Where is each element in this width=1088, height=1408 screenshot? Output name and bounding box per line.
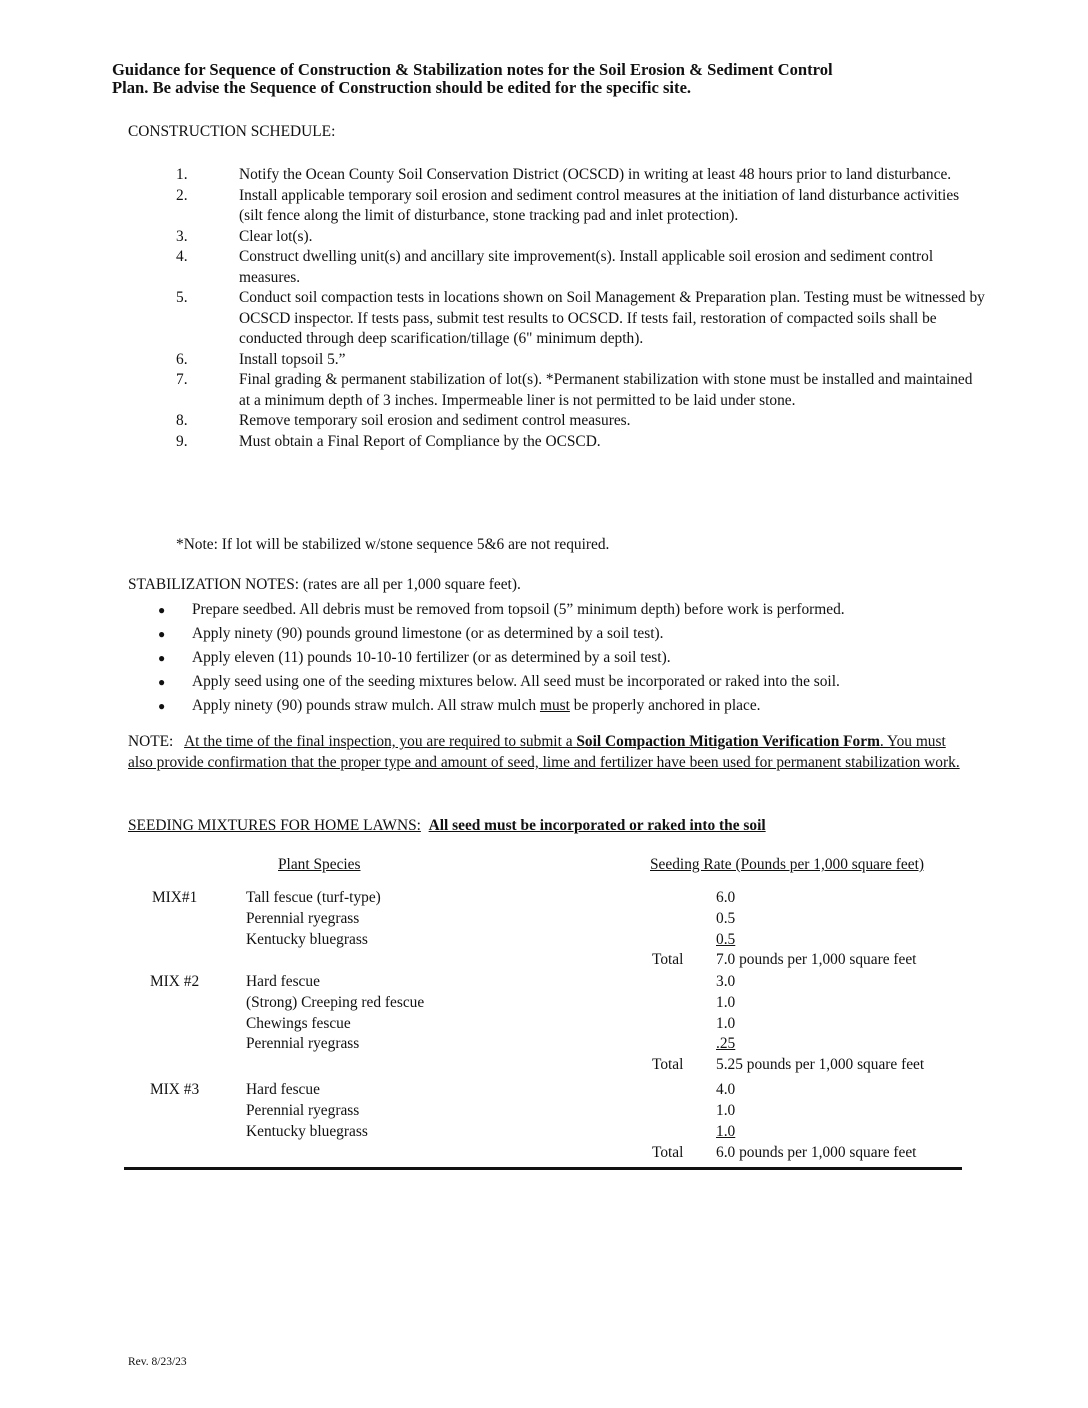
stabilization-notes-title: STABILIZATION NOTES: (rates are all per 1,000 square feet). — [128, 576, 521, 593]
note-form-name: Soil Compaction Mitigation Verification Form — [576, 733, 880, 750]
total-label: Total — [652, 951, 684, 968]
final-inspection-note — [128, 731, 968, 773]
stabilization-bullet — [158, 622, 978, 646]
bullet-icon: ● — [158, 626, 166, 641]
bullet-icon: ● — [158, 650, 166, 665]
seeding-title-text: SEEDING MIXTURES FOR HOME LAWNS: — [128, 817, 421, 834]
item-number: 7. — [176, 371, 188, 388]
mix-name: MIX #3 — [150, 1081, 200, 1098]
species: Kentucky bluegrass — [246, 931, 368, 948]
schedule-item — [176, 227, 986, 248]
item-number: 8. — [176, 412, 188, 429]
construction-schedule-title: CONSTRUCTION SCHEDULE: — [128, 123, 336, 140]
species: Kentucky bluegrass — [246, 1123, 368, 1140]
heading-line-2: Plan. Be advise the Sequence of Construction should be edited for the specific site. — [112, 78, 692, 97]
revision-date: Rev. 8/23/23 — [128, 1356, 187, 1368]
bullet-icon: ● — [158, 698, 166, 713]
plant-species-header: Plant Species — [278, 856, 361, 873]
schedule-item — [176, 370, 986, 411]
table-bottom-rule — [124, 1167, 962, 1170]
item-number: 3. — [176, 227, 188, 245]
item-text: Must obtain a Final Report of Compliance by the OCSCD. — [239, 432, 601, 450]
item-text: Clear lot(s). — [239, 227, 313, 245]
heading-line-1: Guidance for Sequence of Construction & Stabilization notes for the Soil Erosion & Sediment Control — [112, 60, 833, 79]
rate: 0.5 — [716, 910, 736, 927]
rate: 4.0 — [716, 1081, 736, 1098]
mix-total: 7.0 pounds per 1,000 square feet — [716, 951, 917, 968]
schedule-item — [176, 350, 986, 371]
note-text-1: At the time of the final inspection, you are required to submit a — [184, 733, 577, 750]
mix-name: MIX#1 — [152, 889, 198, 906]
item-number: 5. — [176, 289, 188, 306]
item-text: Final grading & permanent stabilization of lot(s). *Permanent stabilization with stone must be installed and maintained at a minimum depth of 3 inches. Impermeable liner is not permitted to be laid under stone. — [239, 371, 973, 409]
bullet-text: Prepare seedbed. All debris must be removed from topsoil (5” minimum depth) before work is performed. — [192, 601, 845, 618]
bullet-emphasis: must — [539, 697, 570, 714]
document-heading — [112, 61, 982, 97]
species: Perennial ryegrass — [246, 1102, 360, 1119]
item-number: 2. — [176, 186, 188, 204]
stone-stabilization-note: *Note: If lot will be stabilized w/stone sequence 5&6 are not required. — [176, 536, 610, 553]
item-text: Install topsoil 5.” — [239, 350, 346, 368]
rate: 1.0 — [716, 1015, 736, 1032]
item-text: Install applicable temporary soil erosion and sediment control measures at the initiation of land disturbance activities (silt fence along the limit of disturbance, stone tracking pad and inlet protection). — [239, 186, 960, 224]
rate: 1.0 — [716, 994, 736, 1011]
schedule-item — [176, 432, 986, 453]
stabilization-bullet — [158, 694, 978, 718]
item-number: 4. — [176, 248, 188, 265]
item-number: 1. — [176, 166, 188, 183]
species: Perennial ryegrass — [246, 1035, 360, 1052]
bullet-text-start: Apply ninety (90) pounds straw mulch. All straw mulch — [192, 697, 540, 714]
bullet-icon: ● — [158, 602, 166, 617]
species: Perennial ryegrass — [246, 910, 360, 927]
stabilization-bullet — [158, 670, 978, 694]
seeding-rate-header: Seeding Rate (Pounds per 1,000 square feet) — [650, 856, 924, 873]
item-number: 9. — [176, 432, 188, 450]
note-text-2: . You must also provide confirmation that the proper type and amount of seed, lime and fertilizer have been used for permanent stabilization work. — [128, 733, 960, 771]
stabilization-bullet — [158, 598, 978, 622]
stabilization-bullet — [158, 646, 978, 670]
mix-total: 6.0 pounds per 1,000 square feet — [716, 1144, 917, 1161]
species: Tall fescue (turf-type) — [246, 889, 381, 906]
schedule-item — [176, 288, 986, 350]
rate: 1.0 — [716, 1123, 736, 1140]
rate: .25 — [716, 1035, 736, 1052]
construction-schedule-list — [176, 165, 986, 452]
species: (Strong) Creeping red fescue — [246, 994, 425, 1011]
bullet-text-end: be properly anchored in place. — [569, 697, 761, 714]
rate: 0.5 — [716, 931, 736, 948]
total-label: Total — [652, 1056, 684, 1073]
seeding-mixtures-title — [128, 816, 766, 835]
schedule-item — [176, 165, 986, 186]
seeding-title-emphasis: All seed must be incorporated or raked into the soil — [428, 817, 766, 834]
bullet-icon: ● — [158, 674, 166, 689]
item-text: Conduct soil compaction tests in locations shown on Soil Management & Preparation plan. Testing must be witnessed by OCSCD inspector. If tests pass, submit test results to OCSCD. If tests fail, restoration of compacted soils shall be conducted through deep scarification/tillage (6" minimum depth). — [239, 289, 985, 347]
schedule-item — [176, 411, 986, 432]
item-text: Remove temporary soil erosion and sediment control measures. — [239, 412, 631, 429]
species: Hard fescue — [246, 1081, 320, 1098]
schedule-item — [176, 186, 986, 227]
rate: 1.0 — [716, 1102, 736, 1119]
rate: 3.0 — [716, 973, 736, 990]
stabilization-bullet-list — [158, 598, 978, 718]
species: Chewings fescue — [246, 1015, 351, 1032]
schedule-item — [176, 247, 986, 288]
mix-name: MIX #2 — [150, 973, 200, 990]
item-number: 6. — [176, 350, 188, 368]
item-text: Notify the Ocean County Soil Conservation District (OCSCD) in writing at least 48 hours prior to land disturbance. — [239, 166, 952, 183]
bullet-text: Apply eleven (11) pounds 10-10-10 fertilizer (or as determined by a soil test). — [192, 649, 671, 666]
rate: 6.0 — [716, 889, 736, 906]
total-label: Total — [652, 1144, 684, 1161]
mix-total: 5.25 pounds per 1,000 square feet — [716, 1056, 925, 1073]
bullet-text — [192, 697, 761, 715]
bullet-text: Apply ninety (90) pounds ground limestone (or as determined by a soil test). — [192, 625, 664, 642]
item-text: Construct dwelling unit(s) and ancillary site improvement(s). Install applicable soil erosion and sediment control measures. — [239, 248, 934, 286]
bullet-text: Apply seed using one of the seeding mixtures below. All seed must be incorporated or raked into the soil. — [192, 673, 840, 690]
species: Hard fescue — [246, 973, 320, 990]
note-label: NOTE: — [128, 733, 185, 750]
